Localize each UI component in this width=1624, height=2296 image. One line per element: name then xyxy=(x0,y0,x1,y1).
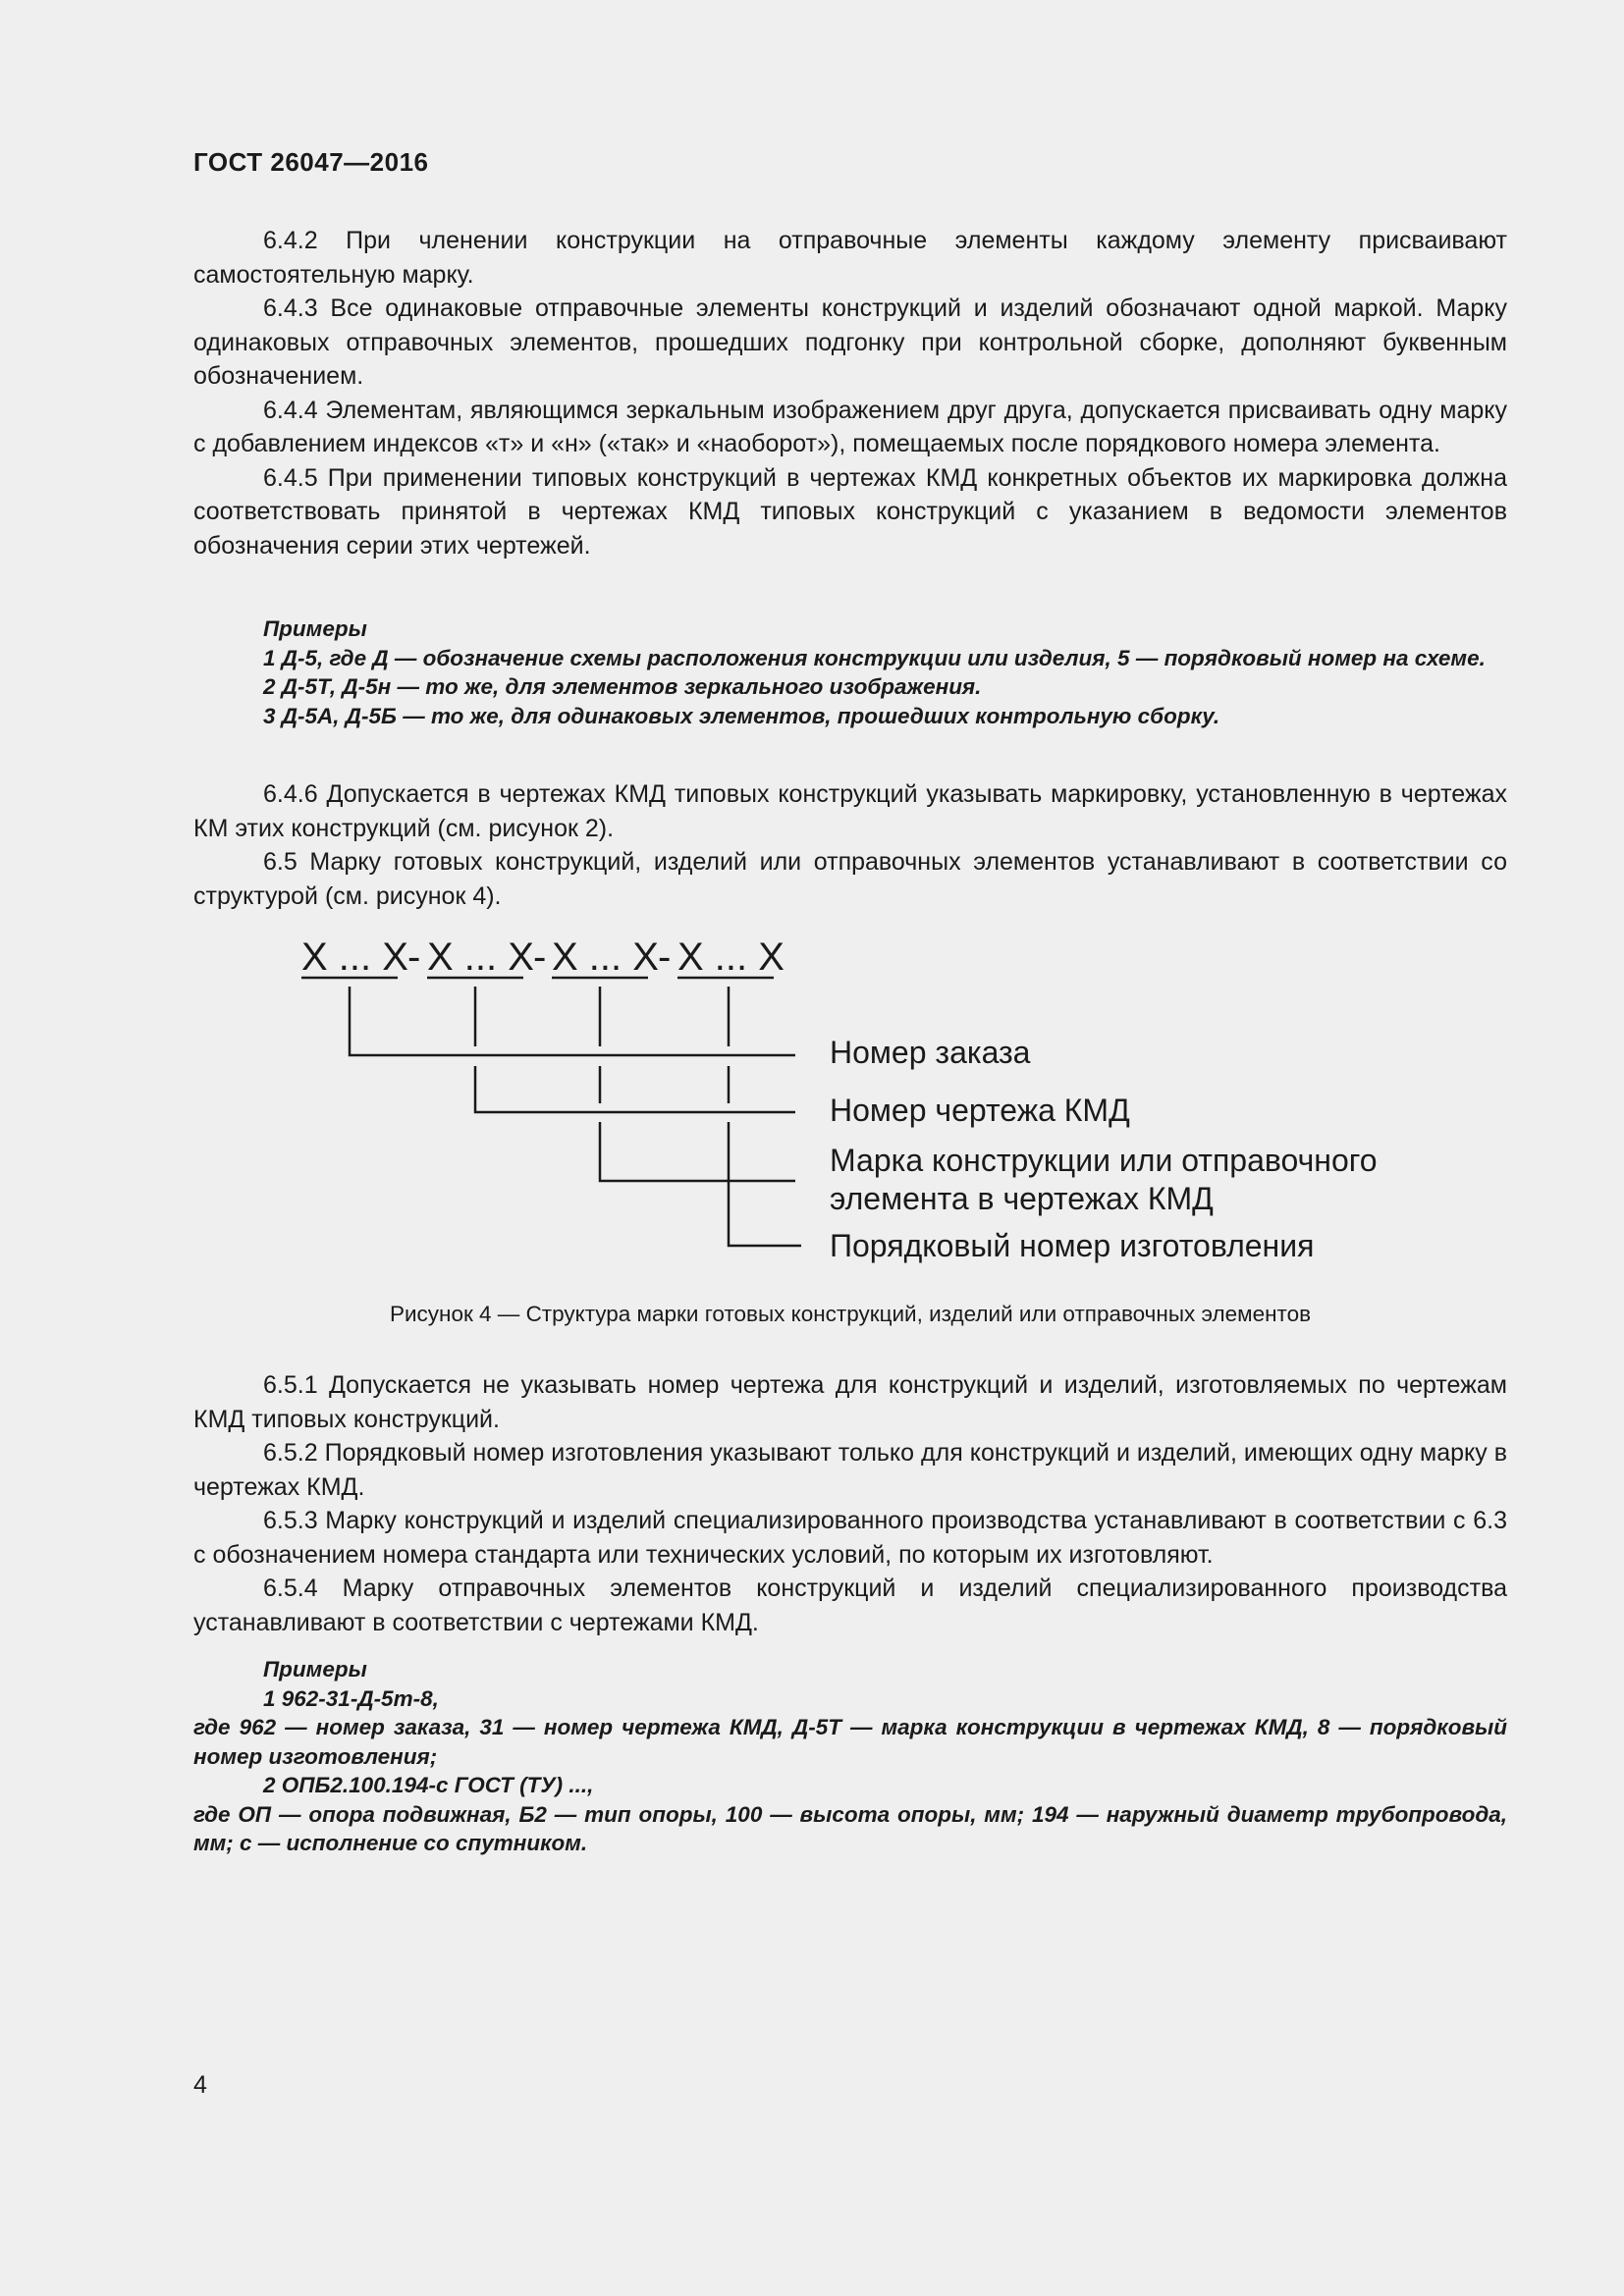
label-element-mark-line1: Марка конструкции или отправочного xyxy=(830,1143,1378,1178)
example-explanation: где ОП — опора подвижная, Б2 — тип опоры, 100 — высота опоры, мм; 194 — наружный диаметр трубопровода, мм; с — исполнение со спутником. xyxy=(193,1801,1507,1855)
examples-block-2 xyxy=(193,1655,1507,1858)
clause-6-5-2: 6.5.2 Порядковый номер изготовления указывают только для конструкций и изделий, имеющих одну марку в чертежах КМД. xyxy=(193,1439,1507,1501)
page-number: 4 xyxy=(193,2071,207,2099)
bracket-serial-number xyxy=(729,1122,801,1246)
bracket-element-mark xyxy=(600,1122,795,1181)
example-title: 2 ОПБ2.100.194-с ГОСТ (ТУ) ..., xyxy=(263,1773,594,1797)
bracket-drawing-number xyxy=(475,1066,795,1112)
clauses-6-5-x xyxy=(193,1368,1507,1639)
clause-6-4-3: 6.4.3 Все одинаковые отправочные элементы конструкций и изделий обозначают одной маркой. Марку одинаковых отправочных элементов, прошедших подгонку при контрольной сборке, дополняют буквенным обозначением. xyxy=(193,294,1507,390)
diagram-group-drawing: X ... X xyxy=(427,935,534,979)
figure-caption: Рисунок 4 — Структура марки готовых конструкций, изделий или отправочных элементов xyxy=(389,1302,1312,1326)
label-order-number: Номер заказа xyxy=(830,1035,1031,1070)
diagram-group-order: X ... X xyxy=(301,935,408,979)
examples-heading: Примеры xyxy=(263,616,367,641)
diagram-separator: - xyxy=(658,935,672,979)
diagram-separator: - xyxy=(533,935,547,979)
clause-6-4-4: 6.4.4 Элементам, являющимся зеркальным изображением друг друга, допускается присваивать одну марку с добавлением индексов «т» и «н» («так» и «наоборот»), помещаемых после порядкового номера элемента. xyxy=(193,396,1507,457)
clause-6-4-6: 6.4.6 Допускается в чертежах КМД типовых конструкций указывать маркировку, установленную в чертежах КМ этих конструкций (см. рисунок 2). xyxy=(193,780,1507,842)
clause-6-5-1: 6.5.1 Допускается не указывать номер чертежа для конструкций и изделий, изготовляемых по чертежам КМД типовых конструкций. xyxy=(193,1371,1507,1433)
clause-6-5-4: 6.5.4 Марку отправочных элементов конструкций и изделий специализированного производства устанавливают в соответствии с чертежами КМД. xyxy=(193,1575,1507,1636)
diagram-separator: - xyxy=(407,935,421,979)
example-explanation: где 962 — номер заказа, 31 — номер чертежа КМД, Д-5Т — марка конструкции в чертежах КМД, 8 — порядковый номер изготовления; xyxy=(193,1715,1507,1769)
clause-6-4-5: 6.4.5 При применении типовых конструкций в чертежах КМД конкретных объектов их маркировка должна соответствовать принятой в чертежах КМД типовых конструкций с указанием в ведомости элементов обозначения серии этих чертежей. xyxy=(193,463,1507,560)
clause-6-4-2: 6.4.2 При членении конструкции на отправочные элементы каждому элементу присваивают самостоятельную марку. xyxy=(193,227,1507,289)
label-element-mark-line2: элемента в чертежах КМД xyxy=(830,1181,1214,1216)
diagram-group-mark: X ... X xyxy=(552,935,659,979)
example-item: 2 Д-5Т, Д-5н — то же, для элементов зеркального изображения. xyxy=(263,674,982,699)
example-title: 1 962-31-Д-5т-8, xyxy=(263,1685,439,1711)
clause-6-5-3: 6.5.3 Марку конструкций и изделий специализированного производства устанавливают в соответствии с 6.3 с обозначением номера стандарта или технических условий, по которым их изготовляют. xyxy=(193,1507,1507,1569)
clause-6-5: 6.5 Марку готовых конструкций, изделий или отправочных элементов устанавливают в соответствии со структурой (см. рисунок 4). xyxy=(193,848,1507,910)
example-item: 3 Д-5А, Д-5Б — то же, для одинаковых элементов, прошедших контрольную сборку. xyxy=(263,703,1220,728)
label-drawing-number: Номер чертежа КМД xyxy=(830,1093,1130,1128)
document-header: ГОСТ 26047—2016 xyxy=(193,147,429,177)
examples-heading: Примеры xyxy=(263,1657,367,1682)
example-item: 1 Д-5, где Д — обозначение схемы расположения конструкции или изделия, 5 — порядковый номер на схеме. xyxy=(263,645,1486,670)
label-serial-number: Порядковый номер изготовления xyxy=(830,1228,1315,1263)
diagram-group-serial: X ... X xyxy=(677,935,785,979)
